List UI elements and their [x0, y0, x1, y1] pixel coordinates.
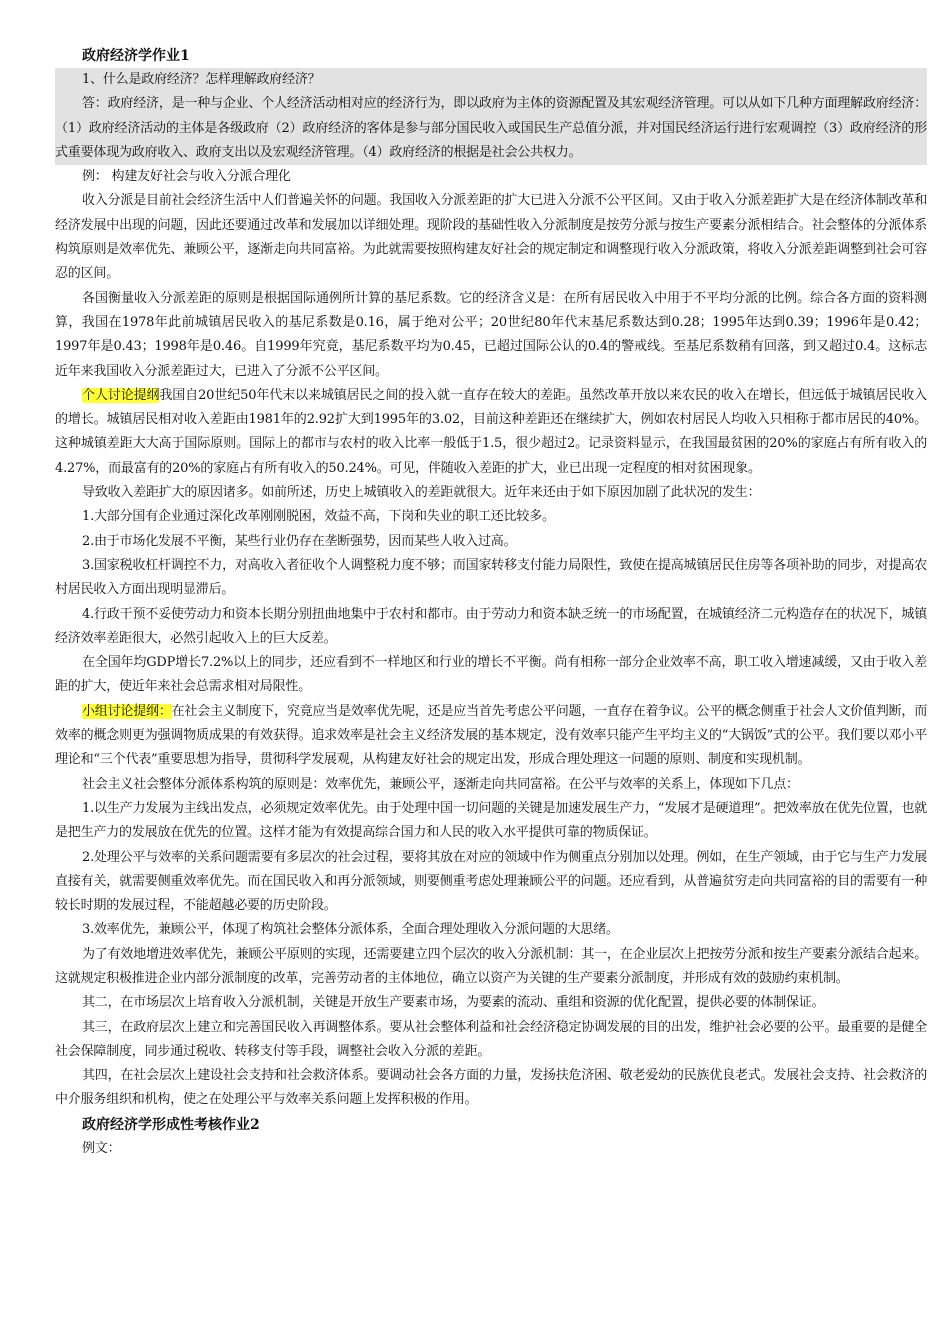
paragraph-mechanism-3: 其三，在政府层次上建立和完善国民收入再调整体系。要从社会整体利益和社会经济稳定协调发展的目的出发，维护社会必要的公平。最重要的是健全社会保障制度，同步通过税收、转移支付等手段，调整社会收入分派的差距。: [55, 1019, 927, 1059]
group-discussion-label: 小组讨论提纲：: [82, 703, 172, 719]
assignment-2-title: 政府经济学形成性考核作业2: [82, 1116, 260, 1133]
cause-item-3: 3.国家税收杠杆调控不力，对高收入者征收个人调整税力度不够；而国家转移支付能力局限性，致使在提高城镇居民住房等各项补助的同步，对提高农村居民收入方面出现明显滞后。: [55, 557, 927, 598]
paragraph-income-distribution: 收入分派是目前社会经济生活中人们普遍关怀的问题。我国收入分派差距的扩大已进入分派不公平区间。又由于收入分派差距扩大是在经济体制改革和经济发展中出现的问题，因此还要通过改革和发展加以详细处理。现阶段的基础性收入分派制度是按劳分派与按生产要素分派相结合。社会整体的分派体系构筑原则是效率优先、兼顾公平，逐渐走向共同富裕。为此就需要按照构建友好社会的规定制定和调整现行收入分派政策，将收入分派差距调整到社会可容忍的区间。: [55, 193, 927, 282]
question-block: [55, 68, 927, 165]
paragraph-gini: 各国衡量收入分派差距的原则是根据国际通例所计算的基尼系数。它的经济含义是：在所有居民收入中用于不平均分派的比例。综合各方面的资料测算，我国在1978年此前城镇居民收入的基尼系数是0.16，属于绝对公平；20世纪80年代末基尼系数达到0.28；1995年达到0.39；1996年是0.42；1997年是0.43；1998年是0.46。自1999年究竟，基尼系数平均为0.45，已超过国际公认的0.4的警戒线。至基尼系数稍有回落，到又超过0.4。这标志近年来我国收入分派差距过大，已进入了分派不公平区间。: [55, 290, 928, 379]
paragraph-mechanism-2: 其二，在市场层次上培育收入分派机制，关键是开放生产要素市场，为要素的流动、重组和资源的优化配置，提供必要的体制保证。: [82, 995, 825, 1011]
paragraph-causes: 导致收入差距扩大的原因诸多。如前所述，历史上城镇收入的差距就很大。近年来还由于如下原因加剧了此状况的发生：: [82, 485, 761, 501]
cause-item-1: 1.大部分国有企业通过深化改革刚刚脱困，效益不高，下岗和失业的职工还比较多。: [82, 509, 555, 525]
paragraph-gdp: 在全国年均GDP增长7.2%以上的同步，还应看到不一样地区和行业的增长不平衡。尚有相称一部分企业效率不高，职工收入增速减缓，又由于收入差距的扩大，使近年来社会总需求相对局限性。: [55, 655, 927, 695]
example-heading: 例： 构建友好社会与收入分派合理化: [82, 169, 291, 185]
cause-item-2: 2.由于市场化发展不平衡，某些行业仍存在垄断强势，因而某些人收入过高。: [82, 533, 517, 549]
principle-item-2: 2.处理公平与效率的关系问题需要有多层次的社会过程，要将其放在对应的领域中作为侧重点分别加以处理。例如，在生产领域，由于它与生产力发展直接有关，就需要侧重效率优先。而在国民收入和再分派领域，则要侧重考虑处理兼顾公平的问题。还应看到，从普遍贫穷走向共同富裕的目的需要有一种较长时期的发展过程，不能超越必要的历史阶段。: [55, 849, 927, 914]
paragraph-mechanism-4: 其四，在社会层次上建设社会支持和社会救济体系。要调动社会各方面的力量，发扬扶危济困、敬老爱幼的民族优良老式。发展社会支持、社会救济的中介服务组织和机构，使之在处理公平与效率关系问题上发挥积极的作用。: [55, 1068, 927, 1108]
example-2-label: 例文：: [82, 1140, 121, 1156]
assignment-1-title: 政府经济学作业1: [82, 48, 190, 64]
document-body: [55, 44, 927, 1161]
principle-item-1: 1.以生产力发展为主线出发点，必须规定效率优先。由于处理中国一切问题的关键是加速发展生产力，“发展才是硬道理”。把效率放在优先位置，也就是把生产力的发展放在优先的位置。这样才能为有效提高综合国力和人民的收入水平提供可靠的物质保证。: [55, 800, 927, 841]
paragraph-personal-discussion: [55, 384, 927, 481]
group-discussion-text: 在社会主义制度下，究竟应当是效率优先呢，还是应当首先考虑公平问题，一直存在着争议。公平的概念侧重于社会人文价值判断，而效率的概念则更为强调物质成果的有效获得。追求效率是社会主义经济发展的基本规定，没有效率只能产生平均主义的“大锅饭”式的公平。我们要以邓小平理论和“三个代表”重要思想为指导，贯彻科学发展观，从构建友好社会的规定出发，形成合理处理这一问题的原则、制度和实现机制。: [55, 703, 927, 768]
personal-discussion-label: 个人讨论提纲: [82, 387, 160, 403]
principle-item-3: 3.效率优先，兼顾公平，体现了构筑社会整体分派体系，全面合理处理收入分派问题的大思绪。: [82, 922, 619, 938]
answer-1: 答：政府经济，是一种与企业、个人经济活动相对应的经济行为，即以政府为主体的资源配置及其宏观经济管理。可以从如下几种方面理解政府经济：（1）政府经济活动的主体是各级政府（2）政府经济的客体是参与部分国民收入或国民生产总值分派，并对国民经济运行进行宏观调控（3）政府经济的形式重要体现为政府收入、政府支出以及宏观经济管理。（4）政府经济的根据是社会公共权力。: [55, 96, 927, 160]
personal-discussion-text: 我国自20世纪50年代末以来城镇居民之间的投入就一直存在较大的差距。虽然改革开放以来农民的收入在增长，但远低于城镇居民收入的增长。城镇居民相对收入差距由1981年的2.92扩大到1995年的3.02，目前这种差距还在继续扩大，例如农村居民人均收入只相称于都市居民的40%。这种城镇差距大大高于国际原则。国际上的都市与农村的收入比率一般低于1.5，很少超过2。记录资料显示，在我国最贫困的20%的家庭占有所有收入的4.27%，而最富有的20%的家庭占有所有收入的50.24%。可见，伴随收入差距的扩大，业已出现一定程度的相对贫困现象。: [55, 387, 927, 476]
paragraph-mechanism-1: 为了有效地增进效率优先，兼顾公平原则的实现，还需要建立四个层次的收入分派机制：其一，在企业层次上把按劳分派和按生产要素分派结合起来。这就规定积极推进企业内部分派制度的改革，完善劳动者的主体地位，确立以资产为关键的生产要素分派制度，并形成有效的鼓励约束机制。: [55, 946, 927, 986]
paragraph-group-discussion: [55, 700, 927, 773]
question-1: 1、什么是政府经济？怎样理解政府经济？: [82, 72, 321, 87]
cause-item-4: 4.行政干预不妥使劳动力和资本长期分别扭曲地集中于农村和都市。由于劳动力和资本缺乏统一的市场配置，在城镇经济二元构造存在的状况下，城镇经济效率差距很大，必然引起收入上的巨大反差。: [55, 606, 927, 646]
paragraph-principles: 社会主义社会整体分派体系构筑的原则是：效率优先，兼顾公平，逐渐走向共同富裕。在公平与效率的关系上，体现如下几点：: [82, 776, 799, 792]
